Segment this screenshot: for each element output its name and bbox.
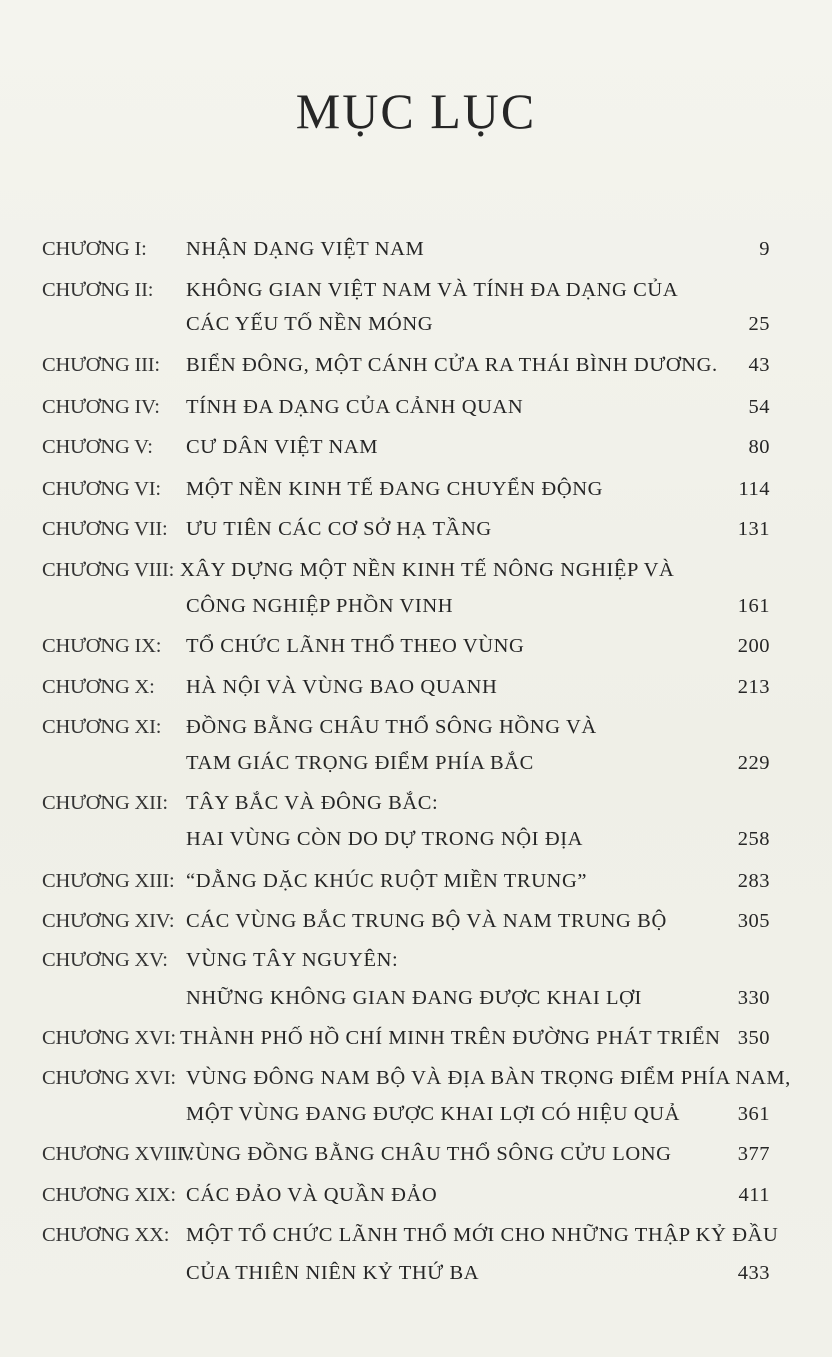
toc-entry-line: [0, 230, 832, 268]
toc-chapter-label: CHƯƠNG X:: [42, 676, 155, 698]
toc-chapter-title: MỘT NỀN KINH TẾ ĐANG CHUYỂN ĐỘNG: [186, 478, 604, 500]
toc-page-number: 377: [737, 1143, 770, 1165]
toc-entry-line: [0, 1135, 832, 1173]
toc-page-number: 131: [737, 518, 770, 540]
toc-chapter-title: KHÔNG GIAN VIỆT NAM VÀ TÍNH ĐA DẠNG CỦA: [186, 279, 679, 301]
toc-chapter-label: CHƯƠNG VI:: [42, 478, 161, 500]
toc-page-number: 350: [737, 1027, 770, 1049]
toc-chapter-label: CHƯƠNG XIX:: [42, 1184, 176, 1206]
toc-entry-line: [0, 1176, 832, 1214]
toc-page-number: 25: [748, 313, 770, 335]
toc-chapter-title: ĐỒNG BẰNG CHÂU THỔ SÔNG HỒNG VÀ: [186, 716, 597, 738]
page-title: MỤC LỤC: [295, 83, 537, 139]
toc-chapter-label: CHƯƠNG IX:: [42, 635, 162, 657]
toc-chapter-label: CHƯƠNG IV:: [42, 396, 160, 418]
toc-entry-line: [0, 744, 832, 782]
toc-entry-line: [0, 902, 832, 940]
toc-chapter-title: CỦA THIÊN NIÊN KỶ THỨ BA: [186, 1262, 480, 1284]
toc-page-number: 161: [737, 595, 770, 617]
toc-chapter-label: CHƯƠNG V:: [42, 436, 153, 458]
toc-chapter-title: HÀ NỘI VÀ VÙNG BAO QUANH: [186, 676, 498, 698]
toc-chapter-title: “DẰNG DẶC KHÚC RUỘT MIỀN TRUNG”: [186, 870, 588, 892]
toc-entry-line: [0, 862, 832, 900]
toc-page-number: 305: [737, 910, 770, 932]
toc-entry-line: [0, 428, 832, 466]
toc-entry-line: [0, 510, 832, 548]
toc-entry-line: [0, 388, 832, 426]
toc-entry-line: [0, 1095, 832, 1133]
toc-entry-line: [0, 784, 832, 822]
toc-page-number: 54: [748, 396, 770, 418]
toc-entry-line: [0, 1216, 832, 1254]
toc-entry-line: [0, 271, 832, 309]
toc-chapter-title: TỔ CHỨC LÃNH THỔ THEO VÙNG: [186, 635, 525, 657]
toc-chapter-label: CHƯƠNG VIII:: [42, 559, 175, 581]
toc-page-number: 114: [738, 478, 770, 500]
toc-chapter-label: CHƯƠNG XVI:: [42, 1067, 176, 1089]
toc-chapter-label: CHƯƠNG VII:: [42, 518, 168, 540]
toc-chapter-title: CÔNG NGHIỆP PHỒN VINH: [186, 595, 454, 617]
toc-page-number: 200: [737, 635, 770, 657]
toc-page-number: 43: [748, 354, 770, 376]
toc-entry-line: [0, 708, 832, 746]
toc-entry-line: [0, 820, 832, 858]
toc-chapter-label: CHƯƠNG XII:: [42, 792, 168, 814]
toc-page-number: 433: [737, 1262, 770, 1284]
toc-page-number: 213: [737, 676, 770, 698]
toc-entry-line: [0, 941, 832, 979]
toc-page-number: 330: [737, 987, 770, 1009]
toc-chapter-label: CHƯƠNG I:: [42, 238, 147, 260]
toc-chapter-title: CÁC ĐẢO VÀ QUẦN ĐẢO: [186, 1184, 438, 1206]
toc-chapter-title: MỘT TỔ CHỨC LÃNH THỔ MỚI CHO NHỮNG THẬP KỶ ĐẦU: [186, 1224, 779, 1246]
toc-page-number: 258: [737, 828, 770, 850]
toc-chapter-label: CHƯƠNG III:: [42, 354, 160, 376]
toc-page-number: 283: [737, 870, 770, 892]
toc-chapter-title: THÀNH PHỐ HỒ CHÍ MINH TRÊN ĐƯỜNG PHÁT TRIỂN: [180, 1027, 721, 1049]
toc-chapter-title: CÁC VÙNG BẮC TRUNG BỘ VÀ NAM TRUNG BỘ: [186, 910, 667, 932]
toc-chapter-title: VÙNG ĐỒNG BẰNG CHÂU THỔ SÔNG CỬU LONG: [180, 1143, 672, 1165]
toc-entry-line: [0, 1059, 832, 1097]
toc-entry-line: [0, 1254, 832, 1292]
toc-chapter-label: CHƯƠNG II:: [42, 279, 154, 301]
toc-chapter-title: VÙNG TÂY NGUYÊN:: [186, 949, 399, 971]
toc-entry-line: [0, 470, 832, 508]
toc-chapter-title: MỘT VÙNG ĐANG ĐƯỢC KHAI LỢI CÓ HIỆU QUẢ: [186, 1103, 681, 1125]
toc-entry-line: [0, 668, 832, 706]
toc-chapter-title: VÙNG ĐÔNG NAM BỘ VÀ ĐỊA BÀN TRỌNG ĐIỂM PHÍA NAM,: [186, 1067, 791, 1089]
toc-chapter-title: TÂY BẮC VÀ ĐÔNG BẮC:: [186, 792, 439, 814]
toc-page-number: 9: [759, 238, 770, 260]
toc-entry-line: [0, 346, 832, 384]
toc-chapter-label: CHƯƠNG XV:: [42, 949, 168, 971]
toc-chapter-title: NHỮNG KHÔNG GIAN ĐANG ĐƯỢC KHAI LỢI: [186, 987, 642, 1009]
toc-chapter-title: CÁC YẾU TỐ NỀN MÓNG: [186, 313, 434, 335]
toc-page-number: 80: [748, 436, 770, 458]
toc-chapter-label: CHƯƠNG XX:: [42, 1224, 170, 1246]
toc-entry-line: [0, 627, 832, 665]
toc-chapter-title: TÍNH ĐA DẠNG CỦA CẢNH QUAN: [186, 396, 524, 418]
toc-chapter-label: CHƯƠNG XIV:: [42, 910, 175, 932]
toc-page-number: 361: [737, 1103, 770, 1125]
toc-entry-line: [0, 305, 832, 343]
toc-entry-line: [0, 979, 832, 1017]
toc-entry-line: [0, 551, 832, 589]
toc-chapter-title: HAI VÙNG CÒN DO DỰ TRONG NỘI ĐỊA: [186, 828, 584, 850]
toc-chapter-title: BIỂN ĐÔNG, MỘT CÁNH CỬA RA THÁI BÌNH DƯƠNG.: [186, 354, 718, 376]
toc-chapter-label: CHƯƠNG XVI:: [42, 1027, 176, 1049]
toc-chapter-title: NHẬN DẠNG VIỆT NAM: [186, 238, 425, 260]
toc-chapter-title: TAM GIÁC TRỌNG ĐIỂM PHÍA BẮC: [186, 752, 534, 774]
toc-chapter-title: ƯU TIÊN CÁC CƠ SỞ HẠ TẦNG: [186, 518, 492, 540]
toc-page-number: 229: [737, 752, 770, 774]
toc-chapter-label: CHƯƠNG XIII:: [42, 870, 175, 892]
toc-chapter-title: CƯ DÂN VIỆT NAM: [186, 436, 379, 458]
toc-chapter-label: CHƯƠNG XVIII :: [42, 1143, 195, 1165]
toc-page-number: 411: [738, 1184, 770, 1206]
toc-chapter-label: CHƯƠNG XI:: [42, 716, 162, 738]
toc-entry-line: [0, 1019, 832, 1057]
toc-chapter-title: XÂY DỰNG MỘT NỀN KINH TẾ NÔNG NGHIỆP VÀ: [180, 559, 675, 581]
toc-entry-line: [0, 587, 832, 625]
